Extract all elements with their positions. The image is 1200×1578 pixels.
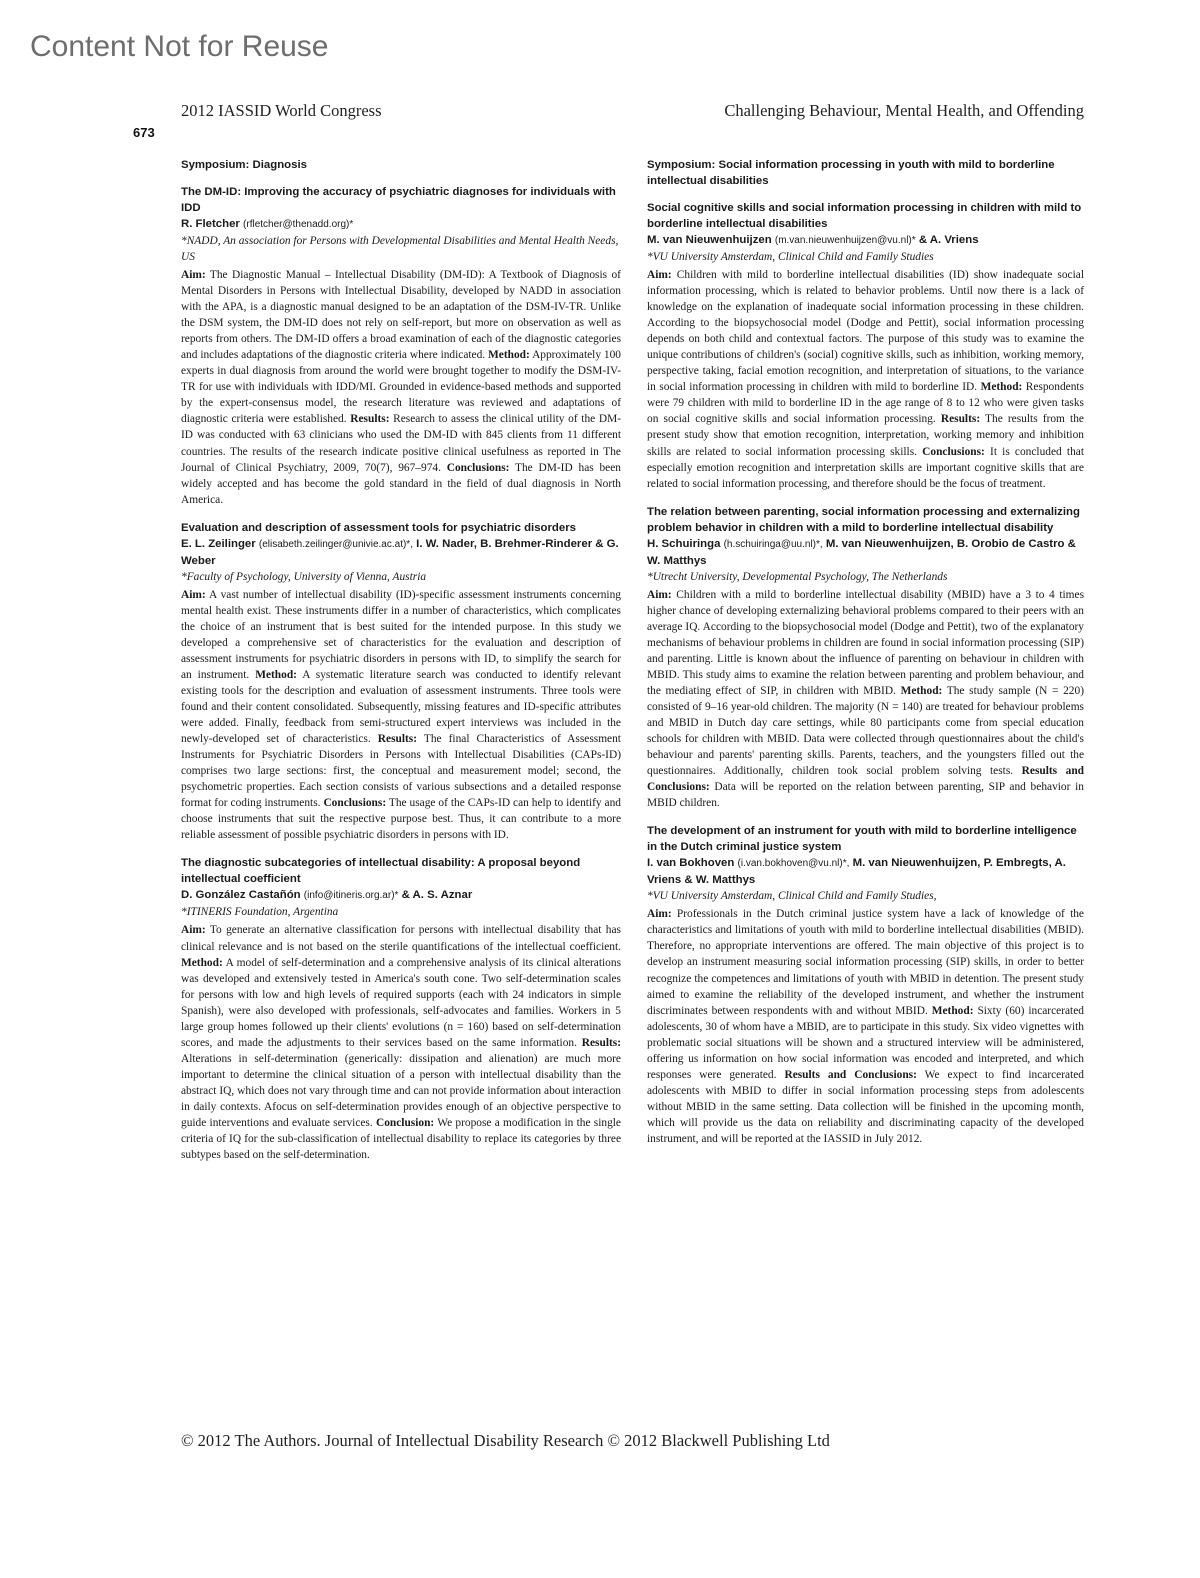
abstract (181, 184, 621, 508)
section-text: Children with mild to borderline intellectual disabilities (ID) show inadequate social information processing, which is related to behavior problems. Until now there is a lack of knowledge on the explanation of inadequate social information processing in these children. According to the biopsychosocial model (Dodge and Pettit), social information processing depends on both child and contextual factors. The purpose of this study was to examine the unique contributions of children's (social) cognitive skills, such as inhibition, working memory, perspective taking, facial emotion recognition, and interpretation of situations, to the variance in social information processing in children with mild to borderline ID. (647, 269, 1084, 394)
section-label: Aim: (181, 269, 206, 281)
abstract-authors (647, 536, 1084, 569)
abstract-body (647, 587, 1084, 812)
author-email: (m.van.nieuwenhuijzen@vu.nl)* (774, 235, 916, 246)
author-email: (i.van.bokhoven@vu.nl)*, (737, 858, 850, 870)
abstract (181, 855, 621, 1163)
section-text: Professionals in the Dutch criminal justice system have a lack of knowledge of the characteristics and limitations of youth with mild to borderline intellectual disabilities (MBID). Therefore, no appropriate interventions are offered. The main objective of this project is to develop an instrument measuring social information processing (SIP) skills, in order to better recognize the competences and limitations of youth with MBID in detention. The present study aimed to examine the reliability of the developed instrument, and whether the instrument discriminates between respondents with and without MBID. (647, 908, 1084, 1017)
section-text: The Diagnostic Manual – Intellectual Disability (DM-ID): A Textbook of Diagnosis of Mental Disorders in Persons with Intellectual Disability, developed by NADD in association with the APA, is a diagnostic manual designed to be an adaptation of the DSM-IV-TR. Unlike the DSM system, the DM-ID does not rely on self-report, but more on observation as well as reports from others. The DM-ID offers a broad examination of each of the diagnostic categories and includes adaptations of the diagnostic criteria where indicated. (181, 269, 621, 362)
abstract (647, 200, 1084, 492)
abstract-body (647, 267, 1084, 492)
section-text: Respondents were 79 children with mild to borderline ID in the age range of 8 to 12 who were given tasks on social cognitive skills and social information processing. (647, 381, 1084, 426)
section-text: The DM-ID has been widely accepted and has become the gold standard in the field of dual diagnosis in North America. (181, 461, 621, 506)
abstract-authors (647, 855, 1084, 888)
section-label: Results and Conclusions: (784, 1068, 917, 1081)
section-label: Aim: (647, 269, 672, 281)
abstract-authors (181, 887, 621, 904)
co-authors: & A. Vriens (918, 234, 979, 246)
section-label: Conclusions: (323, 797, 387, 810)
section-label: Conclusions: (922, 445, 985, 458)
abstract-list (647, 200, 1084, 1147)
section-text: We propose a modification in the single criteria of IQ for the sub-classification of intellectual disability to replace its categories by three subtypes based on the self-determination. (181, 1117, 621, 1162)
section-text: Data will be reported on the relation between parenting, SIP and behavior in MBID children. (647, 781, 1084, 810)
section-text: Research to assess the clinical utility of the DM-ID was conducted with 63 clinicians who used the DM-ID with 845 clients from 11 different countries. The results of the research indicate positive clinical usefulness as reported in The Journal of Clinical Psychiatry, 2009, 70(7), 967–974. (181, 413, 621, 474)
abstract-title: Evaluation and description of assessment tools for psychiatric disorders (181, 521, 576, 534)
abstract-title: The diagnostic subcategories of intellectual disability: A proposal beyond intellectual coefficient (181, 857, 581, 886)
section-label: Aim: (647, 908, 672, 921)
section-text: To generate an alternative classification for persons with intellectual disability that has clinical relevance and is not based on the sterile quantifications of the intellectual coefficient. (181, 924, 621, 953)
author-email: (h.schuiringa@uu.nl)*, (723, 538, 823, 550)
section-text: The results from the present study show that emotion recognition, interpretation, working memory and inhibition skills are related to social information processing skills. (647, 413, 1084, 458)
page-number: 673 (133, 125, 155, 140)
author-affiliation: *NADD, An association for Persons with Developmental Disabilities and Mental Health Needs, US (181, 235, 619, 263)
abstract-body (181, 587, 621, 844)
abstract-title: The DM-ID: Improving the accuracy of psychiatric diagnoses for individuals with IDD (181, 186, 616, 214)
section-label: Results: (940, 413, 981, 426)
section-text: The study sample (N = 220) consisted of 9–16 year-old children. The majority (N = 140) are treated for behaviour problems and MBID in Dutch day care settings, while 80 participants come from special education schools for children with MBID. Data were collected through questionnaires about the child's behaviour and parents' parenting skills. Parents, teachers, and the youngsters filled out the questionnaires. Additionally, children took social problem solving tests. (647, 684, 1084, 778)
section-label: Results: (377, 733, 418, 746)
abstract-authors (181, 216, 621, 233)
section-label: Conclusions: (446, 461, 510, 474)
lead-author: E. L. Zeilinger (181, 537, 256, 550)
section-text: The usage of the CAPs-ID can help to identify and choose instruments that suit the respective purpose best. Thus, it can contribute to a more reliable assessment of possible psychiatric disorders in persons with ID. (181, 797, 621, 842)
author-email: (rfletcher@thenadd.org)* (243, 219, 354, 230)
section-label: Method: (980, 381, 1023, 394)
symposium-heading: Symposium: Diagnosis (181, 159, 307, 171)
author-email: (elisabeth.zeilinger@univie.ac.at)*, (258, 538, 413, 550)
abstract-body (647, 906, 1084, 1147)
section-label: Conclusion: (375, 1117, 435, 1130)
author-affiliation: *Faculty of Psychology, University of Vienna, Austria (181, 570, 427, 583)
abstract (647, 504, 1084, 812)
section-label: Results and Conclusions: (647, 765, 1084, 794)
section-text: Approximately 100 experts in dual diagnosis from around the world were brought together to modify the DSM-IV-TR for use with individuals with IDD/MI. Grounded in evidence-based methods and supported by the expert-consensus model, the research literature was reviewed and adaptations of diagnostic criteria were established. (181, 349, 621, 426)
lead-author: D. González Castañón (181, 889, 301, 902)
co-authors: M. van Nieuwenhuijzen, P. Embregts, A. Vriens & W. Matthys (647, 857, 1066, 887)
watermark: Content Not for Reuse (30, 30, 329, 63)
author-email: (info@itineris.org.ar)* (303, 890, 399, 902)
author-affiliation: *ITINERIS Foundation, Argentina (181, 906, 339, 919)
copyright-footer: © 2012 The Authors. Journal of Intellectual Disability Research © 2012 Blackwell Publishing Ltd (181, 1431, 830, 1450)
lead-author: M. van Nieuwenhuijzen (647, 234, 772, 246)
section-label: Method: (255, 668, 297, 681)
section-label: Method: (181, 956, 223, 969)
section-label: Aim: (647, 588, 672, 601)
abstract-body (181, 267, 621, 508)
section-label: Method: (488, 349, 530, 362)
section-text: Children with a mild to borderline intellectual disability (MBID) have a 3 to 4 times higher chance of developing externalizing behavioral problems compared to their peers with an average IQ. According to the biopsychosocial model (Dodge and Pettit), two of the explanatory mechanisms of behaviour problems in children are found in social information processing (SIP) and parenting. Little is known about the influence of parenting on behaviour in children with MBID. This study aims to examine the relation between parenting and problem behaviour, and the mediating effect of SIP, in children with MBID. (647, 588, 1084, 697)
section-text: The final Characteristics of Assessment Instruments for Psychiatric Disorders in Persons with Intellectual Disabilities (CAPs-ID) comprises two large sections: first, the conceptual and measurement model; second, the psychometric properties. Each section consists of various subsections and a detailed response format for coding instruments. (181, 733, 621, 810)
author-affiliation: *VU University Amsterdam, Clinical Child and Family Studies, (647, 890, 937, 903)
author-affiliation: *Utrecht University, Developmental Psychology, The Netherlands (647, 570, 948, 583)
left-column (181, 157, 621, 1175)
abstract-title: The development of an instrument for youth with mild to borderline intelligence in the Dutch criminal justice system (647, 825, 1077, 854)
section-label: Results: (581, 1036, 621, 1049)
section-label: Aim: (181, 924, 206, 937)
section-label: Aim: (181, 588, 206, 601)
co-authors: I. W. Nader, B. Brehmer-Rinderer & G. Weber (181, 537, 619, 567)
lead-author: I. van Bokhoven (647, 857, 735, 870)
section-text: It is concluded that especially emotion recognition and interpretation skills are important cognitive skills that are related to social information processing, and therefore should be the focus of treatment. (647, 445, 1084, 490)
co-authors: M. van Nieuwenhuijzen, B. Orobio de Castro & W. Matthys (647, 537, 1076, 567)
author-affiliation: *VU University Amsterdam, Clinical Child and Family Studies (647, 251, 934, 263)
section-label: Method: (931, 1004, 974, 1017)
right-column (647, 157, 1084, 1159)
abstract-title: Social cognitive skills and social information processing in children with mild to borderline intellectual disabilities (647, 202, 1082, 230)
abstract (647, 823, 1084, 1147)
abstract-authors (181, 536, 621, 569)
running-header-left: 2012 IASSID World Congress (181, 101, 382, 120)
symposium-heading: Symposium: Social information processing in youth with mild to borderline intellectual disabilities (647, 159, 1055, 187)
section-text: A vast number of intellectual disability (ID)-specific assessment instruments concerning mental health exist. These instruments differ in a number of characteristics, which complicates the choice of an instrument that is best suited for the intended purpose. In this study we developed a comprehensive set of characteristics for the evaluation and description of assessment instruments for psychiatric disorders in persons with ID, to simplify the search for an instrument. (181, 588, 621, 681)
abstract (181, 520, 621, 844)
abstract-body (181, 922, 621, 1163)
abstract-authors (647, 232, 1084, 249)
section-text: Sixty (60) incarcerated adolescents, 30 of whom have a MBID, are to participate in this study. Six video vignettes with problematic social situations will be shown and a structured interview will be administered, offering us information on how social information was encoded and interpreted, and which responses were generated. (647, 1004, 1084, 1081)
section-text: We expect to find incarcerated adolescents with MBID to differ in social information processing steps from adolescents without MBID in the same setting. Data collection will be finished in the upcoming month, which will provide us the data on reliability and discriminating capacity of the developed instrument, and will be reported at the IASSID in July 2012. (647, 1068, 1084, 1145)
section-text: A systematic literature search was conducted to identify relevant existing tools for the description and evaluation of assessment instruments. Three tools were found and their content consolidated. Subsequently, missing features and ID-specific attributes were added. Finally, feedback from semi-structured expert interviews was included in the newly-developed set of characteristics. (181, 668, 622, 746)
section-text: A model of self-determination and a comprehensive analysis of its clinical alterations was developed and extensively tested in America's south cone. Two self-determination scales for persons with low and high levels of required supports (each with 24 indicators in simple Spanish), were also developed with professionals, self-advocates and families. Workers in 5 large group homes followed up their clients' evolutions (n = 160) based on self-determination scores, and made the adjustments to their services based on the same information. (181, 956, 621, 1049)
section-label: Method: (900, 684, 943, 697)
section-text: Alterations in self-determination (generically: dissipation and alienation) are much more important to determine the clinical situation of a person with intellectual disability than the abstract IQ, which does not vary through time and can not provide information about interaction in daily contexts. Afocus on self-determination provides enough of an objective perspective to guide interventions and evaluate services. (181, 1052, 621, 1130)
lead-author: R. Fletcher (181, 218, 240, 230)
running-header-right: Challenging Behaviour, Mental Health, and Offending (724, 101, 1084, 120)
section-label: Results: (350, 413, 390, 426)
co-authors: & A. S. Aznar (401, 889, 473, 902)
abstract-list (181, 184, 621, 1163)
abstract-title: The relation between parenting, social information processing and externalizing problem behavior in children with a mild to borderline intellectual disability (647, 505, 1080, 534)
lead-author: H. Schuiringa (647, 537, 721, 550)
